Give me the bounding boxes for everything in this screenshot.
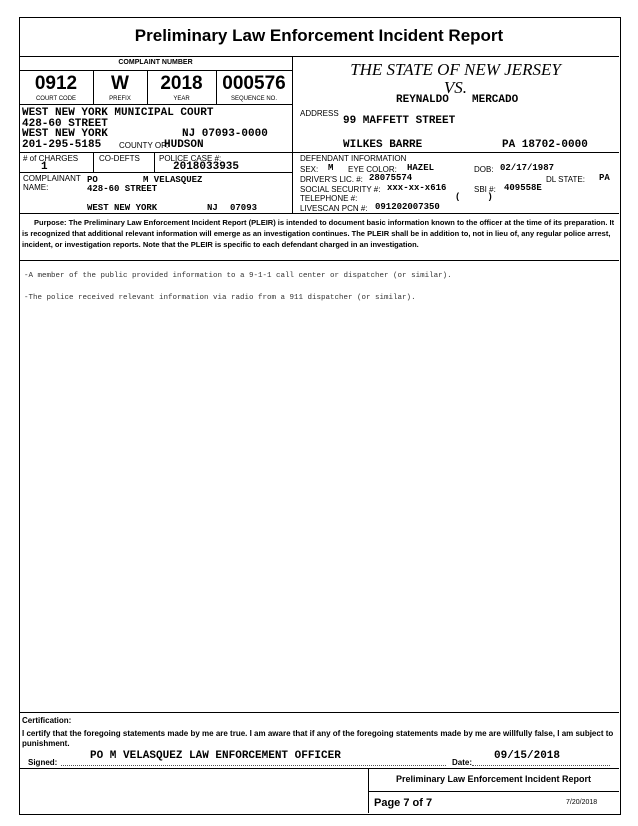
complainant-rank: PO (87, 175, 98, 185)
address-label: ADDRESS (300, 109, 339, 118)
livescan-value: 091202007350 (375, 202, 440, 212)
dob-label: DOB: (474, 165, 494, 174)
charges-label: # of CHARGES (23, 154, 79, 163)
narrative-section (24, 272, 614, 302)
report-title: Preliminary Law Enforcement Incident Report (134, 26, 504, 45)
sbi-label: SBI #: (474, 185, 496, 194)
dob-value: 02/17/1987 (500, 163, 555, 173)
police-case-value: 2018033935 (173, 161, 240, 173)
address-street: 99 MAFFETT STREET (343, 115, 456, 127)
charges-value: 1 (41, 161, 48, 173)
sequence-label: SEQUENCE NO. (230, 96, 277, 102)
date-value: 09/15/2018 (494, 750, 561, 762)
complainant-name-label: NAME: (23, 183, 49, 192)
state-line1: THE STATE OF NEW JERSEY (350, 60, 561, 79)
purpose-text: Purpose: The Preliminary Law Enforcement Incident Report (PLEIR) is intended to document basic information known to the officer at the time of its preparation. It is recognized that additional relevant information will emerge as an investigation continues. The PLEIR shall be in addition to, not in lieu of, any regular police arrest, incident, or investigation reports. Note that the PLEIR is specific to each defendant charged in an investigation. (22, 218, 615, 249)
court-code-label: COURT CODE (35, 96, 77, 102)
dl-state-label: DL STATE: (546, 175, 585, 184)
court-phone: 201-295-5185 (22, 139, 102, 151)
year-value: 2018 (160, 73, 203, 94)
signed-value: PO M VELASQUEZ LAW ENFORCEMENT OFFICER (90, 750, 341, 762)
narrative-line: -A member of the public provided information to a 9-1-1 call center or dispatcher (or similar). (24, 272, 452, 280)
eye-color-value: HAZEL (407, 163, 435, 173)
prefix-label: PREFIX (109, 96, 131, 102)
drivers-license-label: DRIVER'S LIC. #: (300, 175, 363, 184)
footer-title: Preliminary Law Enforcement Incident Report (395, 774, 592, 784)
report-frame (19, 17, 621, 815)
court-street: 428-60 STREET (22, 118, 108, 130)
complainant-state: NJ (207, 203, 218, 213)
complainant-city: WEST NEW YORK (87, 203, 158, 213)
sequence-value: 000576 (222, 73, 286, 94)
court-code-value: 0912 (34, 73, 78, 94)
narrative-line: -The police received relevant information via radio from a 911 dispatcher (or similar). (24, 294, 416, 302)
court-state-zip: NJ 07093-0000 (182, 128, 268, 140)
ssn-value: xxx-xx-x616 (387, 183, 447, 193)
court-name: WEST NEW YORK MUNICIPAL COURT (22, 107, 214, 119)
sex-value: M (328, 163, 334, 173)
page-total: 7 (426, 797, 433, 809)
telephone-label: TELEPHONE #: (300, 194, 358, 203)
page-number: 7 (403, 797, 410, 809)
year-label: YEAR (173, 96, 190, 102)
sbi-value: 409558E (504, 183, 542, 193)
drivers-license-value: 28075574 (369, 173, 413, 183)
page-label: Page (374, 797, 401, 809)
address-state-zip: PA 18702-0000 (502, 139, 588, 151)
page-of-label: of (412, 797, 423, 809)
complainant-label: COMPLAINANT (23, 174, 81, 183)
footer-date: 7/20/2018 (566, 799, 598, 806)
prefix-value: W (111, 73, 129, 94)
complainant-name: M VELASQUEZ (143, 175, 203, 185)
date-label: Date: (452, 758, 473, 767)
ssn-label: SOCIAL SECURITY #: (300, 185, 381, 194)
county-label: COUNTY OF: (119, 141, 169, 150)
signed-label: Signed: (28, 758, 58, 767)
address-city: WILKES BARRE (343, 139, 423, 151)
certification-text: I certify that the foregoing statements made by me are true. I am aware that if any of the foregoing statements made by me are willfully false, I am subject to punishment. (22, 729, 614, 748)
certification-label: Certification: (22, 716, 72, 725)
defendant-last-name: MERCADO (472, 94, 519, 106)
court-city: WEST NEW YORK (22, 128, 108, 140)
dl-state-value: PA (599, 173, 610, 183)
county-value: HUDSON (164, 139, 204, 151)
eye-color-label: EYE COLOR: (348, 165, 397, 174)
police-case-label: POLICE CASE #: (159, 154, 222, 163)
complainant-street: 428-60 STREET (87, 184, 158, 194)
livescan-label: LIVESCAN PCN #: (300, 204, 368, 213)
state-line2: VS. (443, 78, 468, 97)
codefts-label: CO-DEFTS (99, 154, 140, 163)
defendant-info-header: DEFENDANT INFORMATION (300, 154, 407, 163)
complainant-zip: 07093 (230, 203, 258, 213)
telephone-value: ( ) (455, 192, 493, 202)
page-indicator (374, 797, 432, 809)
sex-label: SEX: (300, 165, 319, 174)
complaint-number-header: COMPLAINT NUMBER (118, 59, 193, 66)
defendant-first-name: REYNALDO (396, 94, 449, 106)
